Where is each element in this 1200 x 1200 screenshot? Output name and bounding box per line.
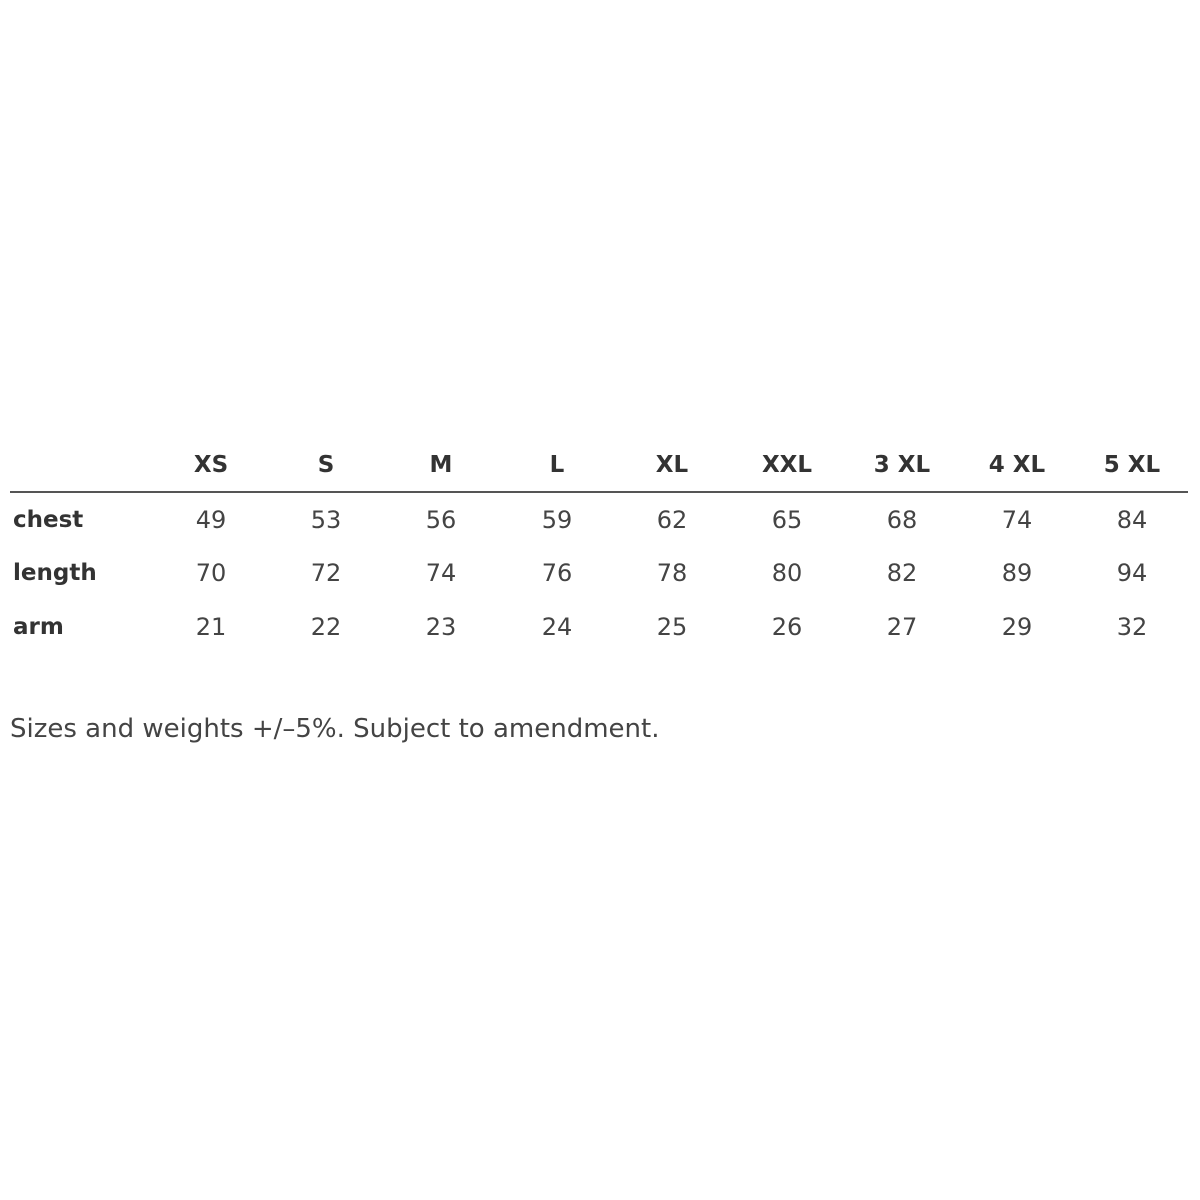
table-cell: 89	[1001, 559, 1033, 587]
row-label-arm: arm	[13, 614, 64, 640]
table-cell: 23	[425, 613, 457, 641]
table-cell: 25	[656, 613, 688, 641]
table-cell: 82	[886, 559, 918, 587]
size-header-l: L	[549, 452, 565, 478]
table-cell: 56	[425, 506, 457, 534]
table-cell: 21	[195, 613, 227, 641]
table-cell: 74	[1001, 506, 1033, 534]
table-cell: 68	[886, 506, 918, 534]
row-label-chest: chest	[13, 507, 84, 533]
table-cell: 62	[656, 506, 688, 534]
header-divider	[10, 491, 1188, 493]
table-cell: 74	[425, 559, 457, 587]
table-cell: 80	[771, 559, 803, 587]
size-header-5xl: 5 XL	[1103, 452, 1161, 478]
table-cell: 32	[1116, 613, 1148, 641]
table-cell: 24	[541, 613, 573, 641]
table-cell: 94	[1116, 559, 1148, 587]
table-cell: 53	[310, 506, 342, 534]
disclaimer-note: Sizes and weights +/–5%. Subject to amendment.	[10, 714, 660, 744]
size-header-xxl: XXL	[761, 452, 813, 478]
table-cell: 27	[886, 613, 918, 641]
size-header-xl: XL	[655, 452, 689, 478]
table-cell: 65	[771, 506, 803, 534]
row-label-length: length	[13, 560, 97, 586]
size-header-s: S	[317, 452, 335, 478]
table-cell: 76	[541, 559, 573, 587]
table-cell: 59	[541, 506, 573, 534]
size-header-xs: XS	[193, 452, 229, 478]
table-cell: 78	[656, 559, 688, 587]
table-cell: 70	[195, 559, 227, 587]
table-cell: 72	[310, 559, 342, 587]
table-cell: 84	[1116, 506, 1148, 534]
table-cell: 22	[310, 613, 342, 641]
table-cell: 49	[195, 506, 227, 534]
size-header-3xl: 3 XL	[873, 452, 931, 478]
table-cell: 29	[1001, 613, 1033, 641]
size-header-4xl: 4 XL	[988, 452, 1046, 478]
size-header-m: M	[429, 452, 453, 478]
table-cell: 26	[771, 613, 803, 641]
